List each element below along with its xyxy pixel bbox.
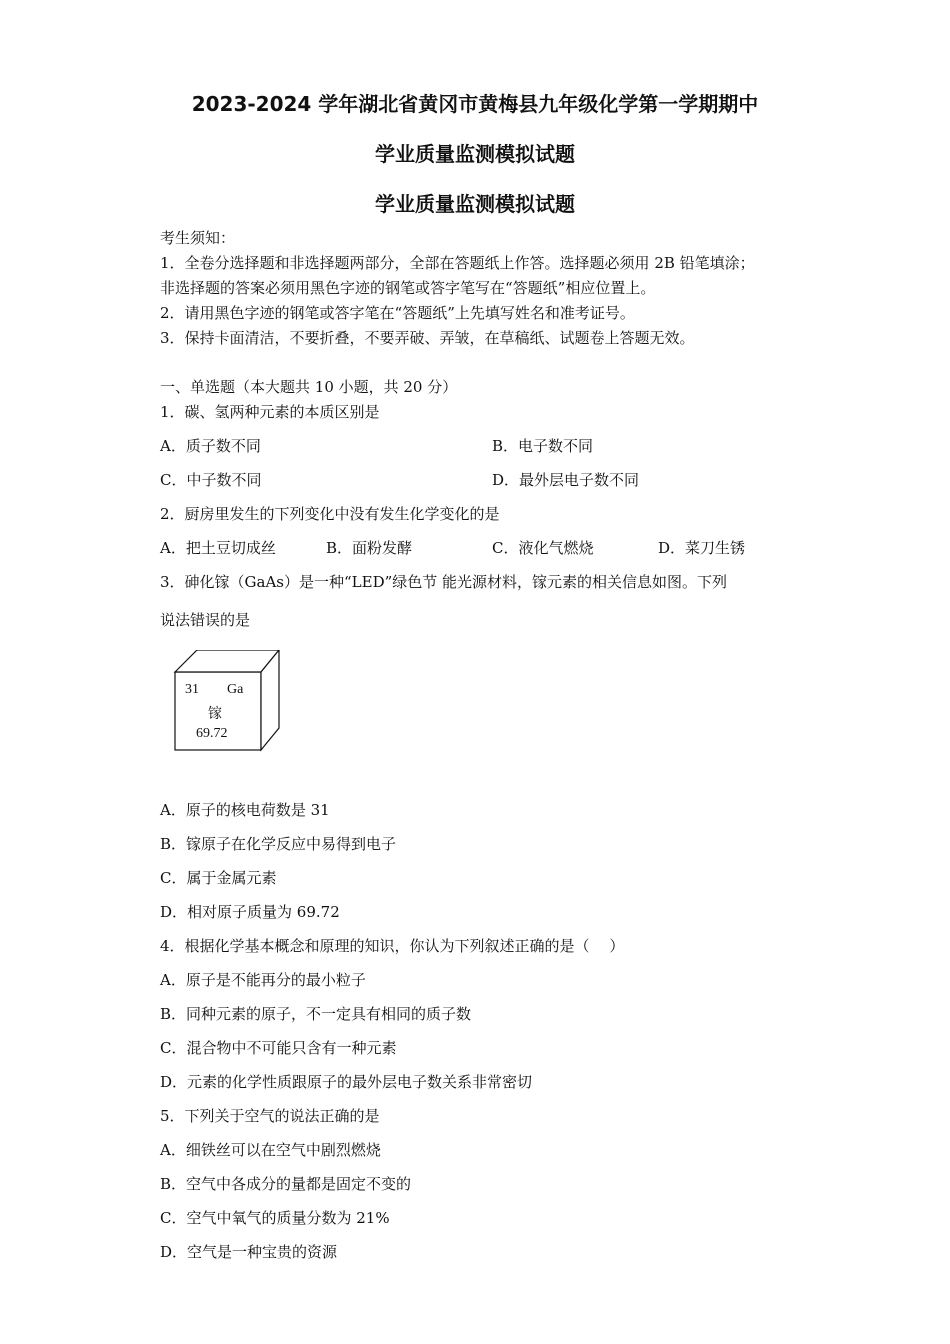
element-atomic-number: 31	[185, 682, 199, 697]
question-5-option-d: D．空气是一种宝贵的资源	[160, 1243, 338, 1261]
notice-item: 3．保持卡面清洁，不要折叠，不要弄破、弄皱，在草稿纸、试题卷上答题无效。	[160, 329, 695, 347]
question-3-stem: 3．砷化镓（GaAs）是一种“LED”绿色节 能光源材料，镓元素的相关信息如图。下列	[160, 573, 728, 591]
page-title-line-1: 2023-2024 学年湖北省黄冈市黄梅县九年级化学第一学期期中	[191, 92, 759, 116]
question-4-option-c: C．混合物中不可能只含有一种元素	[160, 1039, 397, 1057]
gallium-element-card	[163, 650, 283, 752]
page-title-line-3: 学业质量监测模拟试题	[375, 192, 575, 216]
question-3-option-a: A．原子的核电荷数是 31	[160, 801, 330, 819]
element-symbol: Ga	[227, 682, 244, 697]
element-name: 镓	[208, 706, 222, 722]
question-1-option-a: A．质子数不同	[160, 437, 261, 455]
question-2-option-a: A．把土豆切成丝	[160, 539, 276, 557]
question-2-option-b: B．面粉发酵	[326, 539, 413, 557]
section-title: 一、单选题（本大题共 10 小题，共 20 分）	[160, 378, 458, 396]
question-5-option-a: A．细铁丝可以在空气中剧烈燃烧	[160, 1141, 381, 1159]
page-title-line-2: 学业质量监测模拟试题	[375, 142, 575, 166]
question-2-option-d: D．菜刀生锈	[658, 539, 746, 557]
question-1-stem: 1．碳、氢两种元素的本质区别是	[160, 403, 380, 421]
notice-item: 1．全卷分选择题和非选择题两部分，全部在答题纸上作答。选择题必须用 2B 铅笔填涂；	[160, 254, 755, 272]
question-1-option-b: B．电子数不同	[492, 437, 594, 455]
question-4-option-b: B．同种元素的原子，不一定具有相同的质子数	[160, 1005, 472, 1023]
question-3-option-c: C．属于金属元素	[160, 869, 277, 887]
question-3-stem-continued: 说法错误的是	[160, 611, 251, 629]
question-4-option-d: D．元素的化学性质跟原子的最外层电子数关系非常密切	[160, 1073, 533, 1091]
notice-item: 2．请用黑色字迹的钢笔或答字笔在“答题纸”上先填写姓名和准考证号。	[160, 304, 635, 322]
question-5-option-c: C．空气中氧气的质量分数为 21%	[160, 1209, 390, 1227]
element-atomic-mass: 69.72	[196, 726, 228, 741]
question-3-option-d: D．相对原子质量为 69.72	[160, 903, 340, 921]
question-2-stem: 2．厨房里发生的下列变化中没有发生化学变化的是	[160, 505, 500, 523]
notice-heading: 考生须知：	[160, 229, 236, 247]
question-4-option-a: A．原子是不能再分的最小粒子	[160, 971, 366, 989]
question-1-option-c: C．中子数不同	[160, 471, 262, 489]
question-5-option-b: B．空气中各成分的量都是固定不变的	[160, 1175, 412, 1193]
notice-item: 非选择题的答案必须用黑色字迹的钢笔或答字笔写在“答题纸”相应位置上。	[160, 279, 656, 297]
question-1-option-d: D．最外层电子数不同	[492, 471, 640, 489]
question-5-stem: 5．下列关于空气的说法正确的是	[160, 1107, 380, 1125]
question-3-option-b: B．镓原子在化学反应中易得到电子	[160, 835, 397, 853]
question-4-stem: 4．根据化学基本概念和原理的知识，你认为下列叙述正确的是（ ）	[160, 937, 625, 955]
question-2-option-c: C．液化气燃烧	[492, 539, 594, 557]
